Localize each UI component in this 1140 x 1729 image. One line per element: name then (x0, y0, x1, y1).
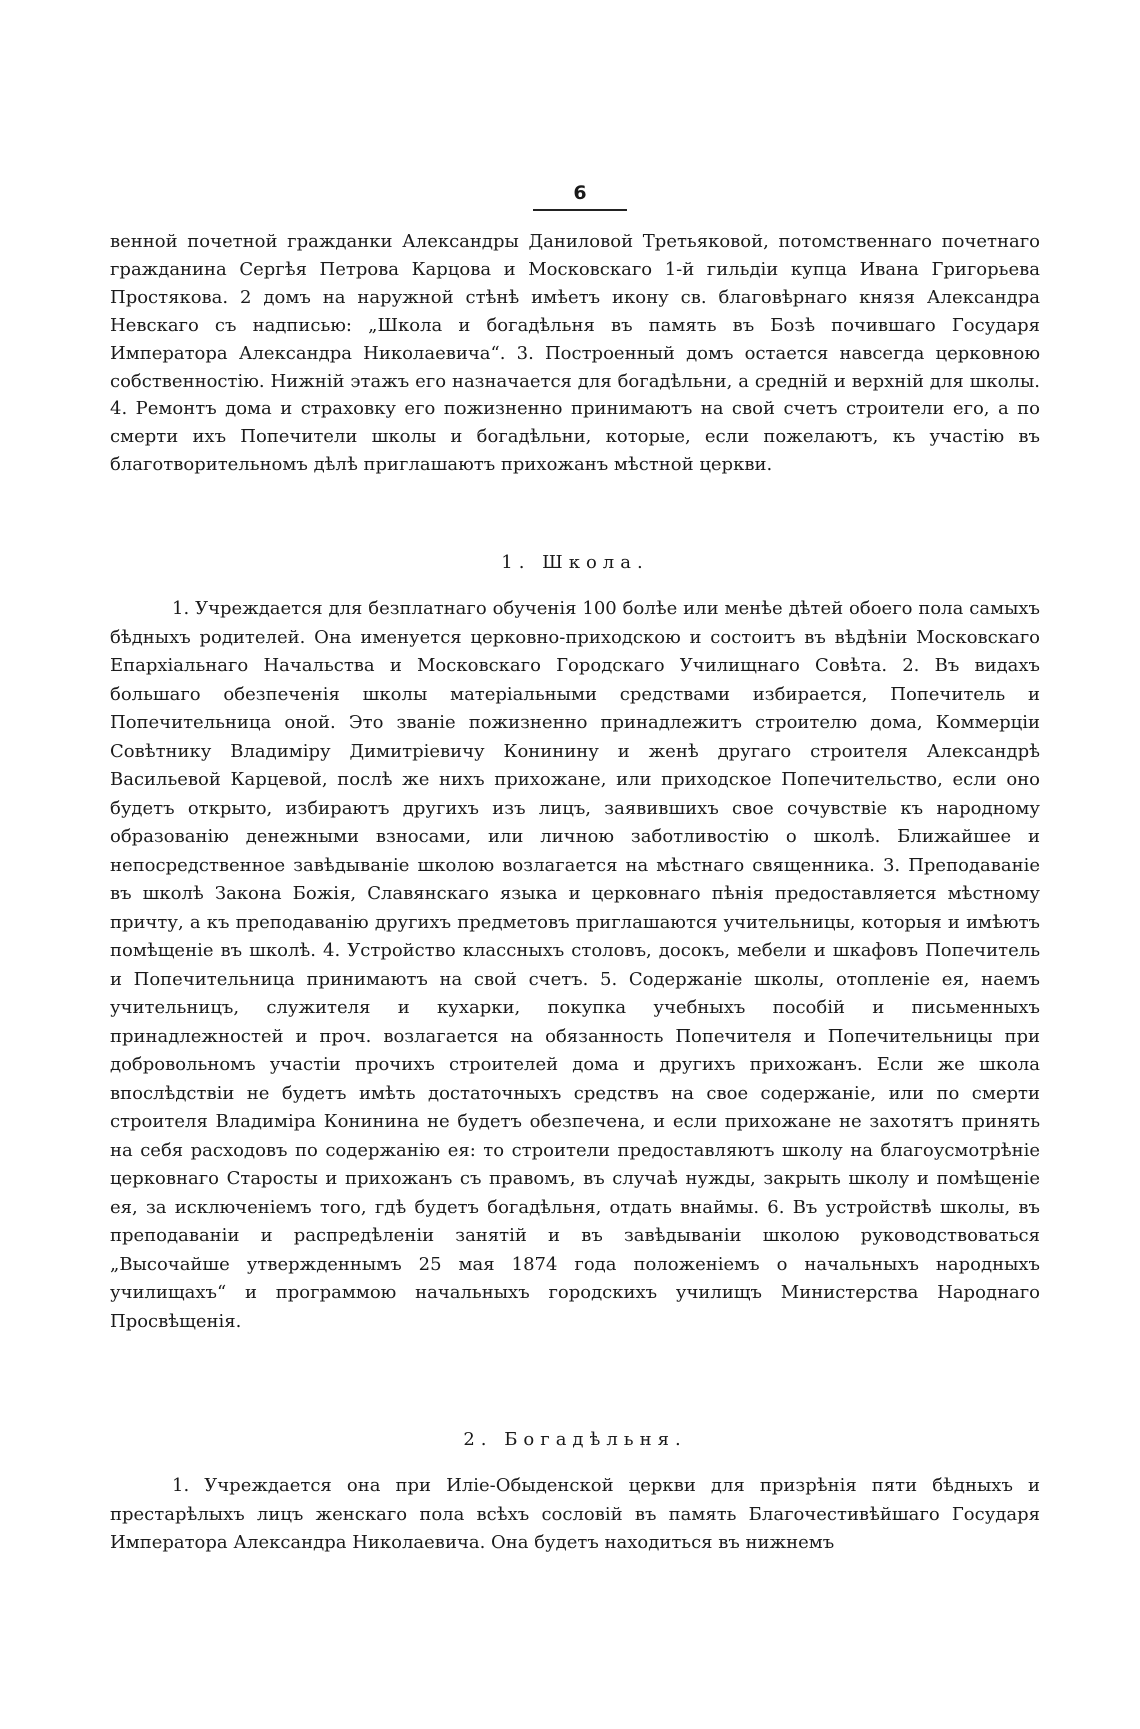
page-number: 6 (573, 182, 587, 204)
page-number-rule (533, 209, 627, 211)
almshouse-paragraph: 1. Учреждается она при Иліе-Обыденской церкви для призрѣнія пяти бѣдныхъ и престарѣлыхъ лицъ женскаго пола всѣхъ сословій въ память Благочестивѣйшаго Государя Императора Александра Николаевича. Она будетъ находиться въ нижнемъ (110, 1475, 1040, 1553)
school-paragraph: 1. Учреждается для безплатнаго обученія 100 болѣе или менѣе дѣтей обоего пола самыхъ бѣдныхъ родителей. Она именуется церковно-приходскою и состоитъ въ вѣдѣніи Московскаго Епархіальнаго Начальства и Московскаго Городскаго Училищнаго Совѣта. 2. Въ видахъ большаго обезпеченія школы матеріальными средствами избирается, Попечитель и Попечительница оной. Это званіе пожизненно принадлежитъ строителю дома, Коммерціи Совѣтнику Владиміру Димитріевичу Конинину и женѣ другаго строителя Александрѣ Васильевой Карцевой, послѣ же нихъ прихожане, или приходское Попечительство, если оно будетъ открыто, избираютъ другихъ изъ лицъ, заявившихъ свое сочувствіе къ народному образованію денежными взносами, или личною заботливостію о школѣ. Ближайшее и непосредственное завѣдываніе школою возлагается на мѣстнаго священника. 3. Преподаваніе въ школѣ Закона Божія, Славянскаго языка и церковнаго пѣнія предоставляется мѣстному причту, а къ преподаванію другихъ предметовъ приглашаются учительницы, которыя и имѣютъ помѣщеніе въ школѣ. 4. Устройство классныхъ столовъ, досокъ, мебели и шкафовъ Попечитель и Попечительница принимаютъ на свой счетъ. 5. Содержаніе школы, отопленіе ея, наемъ учительницъ, служителя и кухарки, покупка учебныхъ пособій и письменныхъ принадлежностей и проч. возлагается на обязанность Попечителя и Попечительницы при добровольномъ участіи прочихъ строителей дома и другихъ прихожанъ. Если же школа впослѣдствіи не будетъ имѣть достаточныхъ средствъ на свое содержаніе, или по смерти строителя Владиміра Конинина не будетъ обезпечена, и если прихожане не захотятъ принять на себя расходовъ по содержанію ея: то строители предоставляютъ школу на благоусмотрѣніе церковнаго Старосты и прихожанъ съ правомъ, въ случаѣ нужды, закрыть школу и помѣщеніе ея, за исключеніемъ того, гдѣ будетъ богадѣльня, отдать внаймы. 6. Въ устройствѣ школы, въ преподаваніи и распредѣленіи занятій и въ завѣдываніи школою руководствоваться „Высочайше утвержденнымъ 25 мая 1874 года положеніемъ о начальныхъ народныхъ училищахъ“ и программою начальныхъ городскихъ училищъ Министерства Народнаго Просвѣщенія. (110, 598, 1040, 1332)
section-heading-school: 1. Школа. (501, 552, 649, 573)
intro-paragraph: венной почетной гражданки Александры Даниловой Третьяковой, потомственнаго почетнаго гражданина Сергѣя Петрова Карцова и Московскаго 1-й гильдіи купца Ивана Григорьева Простякова. 2 домъ на наружной стѣнѣ имѣетъ икону св. благовѣрнаго князя Александра Невскаго съ надписью: „Школа и богадѣльня въ память въ Бозѣ почившаго Государя Императора Александра Николаевича“. 3. Построенный домъ остается навсегда церковною собственностію. Нижній этажъ его назначается для богадѣльни, а средній и верхній для школы. 4. Ремонтъ дома и страховку его пожизненно принимаютъ на свой счетъ строители его, а по смерти ихъ Попечители школы и богадѣльни, которые, если пожелаютъ, къ участію въ благотворительномъ дѣлѣ приглашаютъ прихожанъ мѣстной церкви. (110, 231, 1040, 476)
section-heading-almshouse: 2. Богадѣльня. (463, 1429, 687, 1450)
